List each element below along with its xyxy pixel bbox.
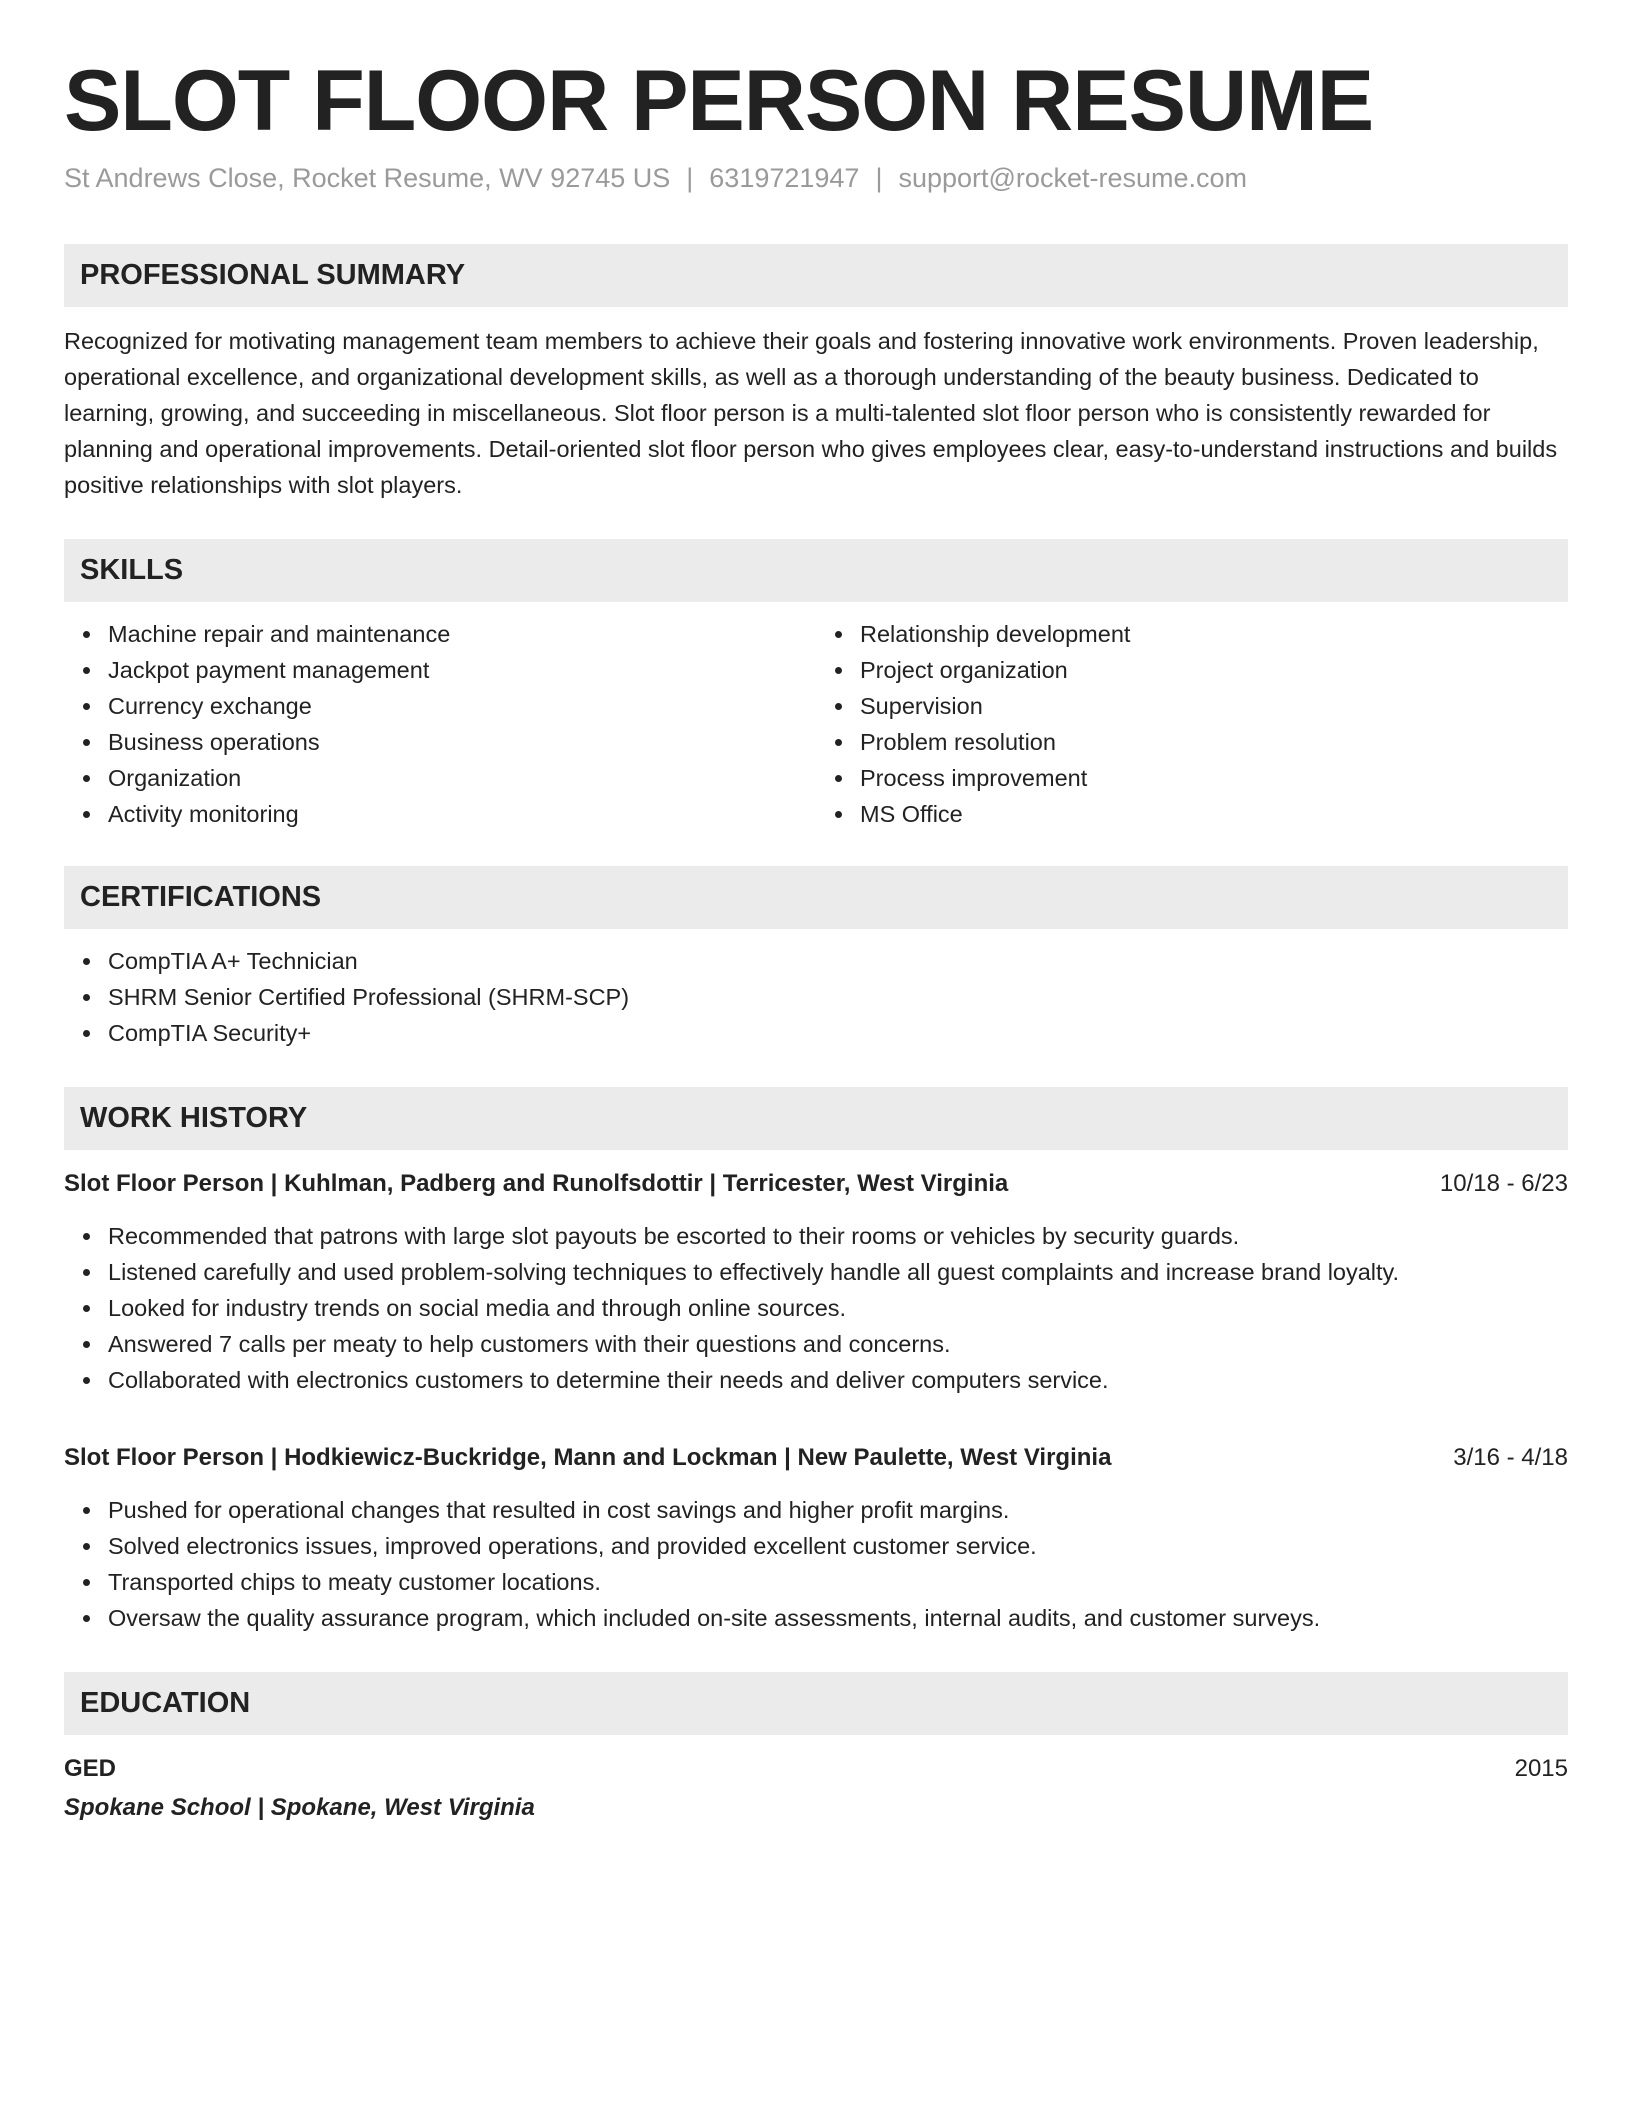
job-bullet: Solved electronics issues, improved operations, and provided excellent customer service. — [108, 1528, 1568, 1564]
certification-item: SHRM Senior Certified Professional (SHRM-SCP) — [108, 979, 1568, 1015]
skills-column-right — [816, 616, 1568, 832]
job-bullet: Collaborated with electronics customers to determine their needs and deliver computers service. — [108, 1362, 1568, 1398]
skill-item: Currency exchange — [108, 688, 816, 724]
summary-text: Recognized for motivating management team members to achieve their goals and fostering innovative work environments. Proven leadership, operational excellence, and organizational development skills, as well as a thorough understanding of the beauty business. Dedicated to learning, growing, and succeeding in miscellaneous. Slot floor person is a multi-talented slot floor person who is consistently rewarded for planning and operational improvements. Detail-oriented slot floor person who gives employees clear, easy-to-understand instructions and builds positive relationships with slot players. — [64, 327, 1558, 498]
skill-item: Project organization — [860, 652, 1568, 688]
skill-item: Jackpot payment management — [108, 652, 816, 688]
skill-item: Activity monitoring — [108, 796, 816, 832]
job-header — [64, 1166, 1568, 1202]
education-degree: GED — [64, 1754, 117, 1782]
job-bullet: Pushed for operational changes that resulted in cost savings and higher profit margins. — [108, 1492, 1568, 1528]
contact-line — [64, 163, 1568, 194]
certifications-list — [64, 943, 1568, 1051]
resume-title: SLOT FLOOR PERSON RESUME — [64, 53, 1374, 149]
section-heading-summary: PROFESSIONAL SUMMARY — [64, 244, 1568, 307]
section-heading-work-history: WORK HISTORY — [64, 1087, 1568, 1150]
skills-list — [64, 616, 1568, 832]
education-row — [64, 1751, 1568, 1787]
contact-separator: | — [686, 162, 694, 193]
job-bullet: Answered 7 calls per meaty to help customers with their questions and concerns. — [108, 1326, 1568, 1362]
skill-item: MS Office — [860, 796, 1568, 832]
certification-item: CompTIA Security+ — [108, 1015, 1568, 1051]
skill-item: Problem resolution — [860, 724, 1568, 760]
job-title: Slot Floor Person | Hodkiewicz-Buckridge, Mann and Lockman | New Paulette, West Virginia — [64, 1443, 1112, 1471]
job-header — [64, 1440, 1568, 1476]
job-bullet: Transported chips to meaty customer locations. — [108, 1564, 1568, 1600]
contact-email: support@rocket-resume.com — [898, 162, 1247, 193]
job-dates: 3/16 - 4/18 — [1453, 1443, 1568, 1471]
section-heading-skills: SKILLS — [64, 539, 1568, 602]
education-year: 2015 — [1514, 1754, 1568, 1782]
job-dates: 10/18 - 6/23 — [1439, 1169, 1568, 1197]
skill-item: Organization — [108, 760, 816, 796]
job-bullet: Recommended that patrons with large slot payouts be escorted to their rooms or vehicles by security guards. — [108, 1218, 1568, 1254]
job-bullet: Oversaw the quality assurance program, which included on-site assessments, internal audits, and customer surveys. — [108, 1600, 1568, 1636]
section-heading-certifications: CERTIFICATIONS — [64, 866, 1568, 929]
job-title: Slot Floor Person | Kuhlman, Padberg and Runolfsdottir | Terricester, West Virginia — [64, 1169, 1009, 1197]
education-school: Spokane School | Spokane, West Virginia — [64, 1793, 535, 1821]
contact-phone: 6319721947 — [709, 162, 860, 193]
skill-item: Process improvement — [860, 760, 1568, 796]
skill-item: Business operations — [108, 724, 816, 760]
certification-item: CompTIA A+ Technician — [108, 943, 1568, 979]
job-bullet: Listened carefully and used problem-solving techniques to effectively handle all guest complaints and increase brand loyalty. — [108, 1254, 1568, 1290]
skill-item: Supervision — [860, 688, 1568, 724]
section-heading-education: EDUCATION — [64, 1672, 1568, 1735]
skills-column-left — [64, 616, 816, 832]
contact-separator: | — [875, 162, 883, 193]
contact-address: St Andrews Close, Rocket Resume, WV 92745 US — [64, 162, 671, 193]
skill-item: Relationship development — [860, 616, 1568, 652]
job-bullets — [64, 1218, 1568, 1398]
job-bullet: Looked for industry trends on social media and through online sources. — [108, 1290, 1568, 1326]
skill-item: Machine repair and maintenance — [108, 616, 816, 652]
job-bullets — [64, 1492, 1568, 1636]
